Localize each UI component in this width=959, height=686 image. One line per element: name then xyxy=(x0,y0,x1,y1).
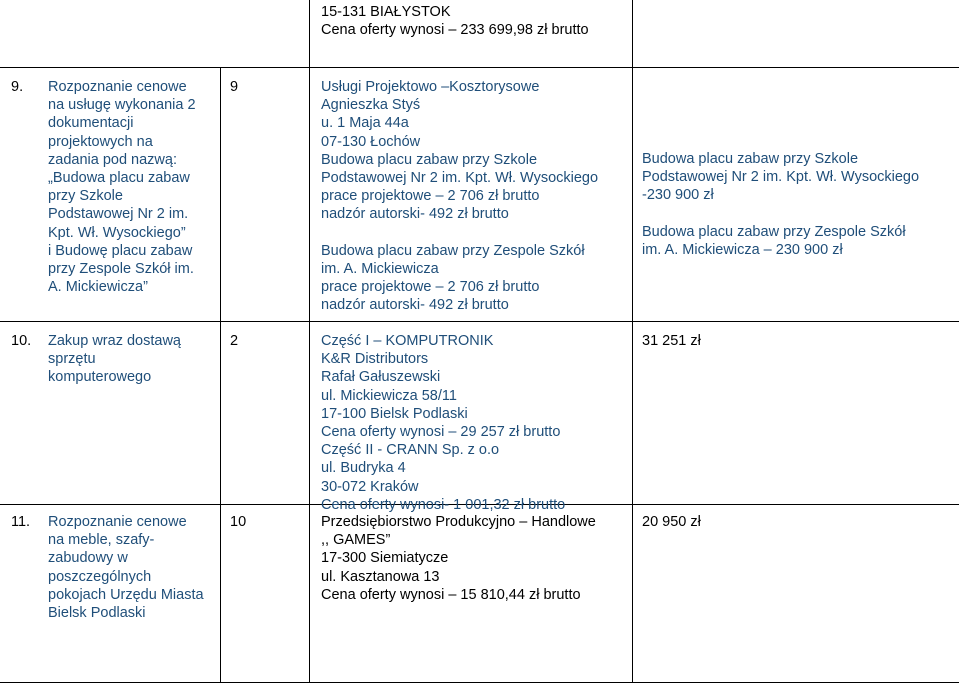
row-10-offer-count: 2 xyxy=(230,333,239,349)
row-11-offers: Przedsiębiorstwo Produkcyjno – Handlowe ,, GAMES” 17-300 Siemiatycze ul. Kasztanowa 13 Cena oferty wynosi – 15 810,44 zł brutto xyxy=(321,514,596,603)
row-9-number: 9. xyxy=(11,79,24,95)
top-section-left-border xyxy=(309,0,310,68)
table-top-border xyxy=(0,67,959,68)
row-10-number: 10. xyxy=(11,333,32,349)
row-separator-1 xyxy=(0,321,959,322)
column-divider-2 xyxy=(309,67,310,683)
column-divider-3 xyxy=(632,67,633,683)
row-9-amount: Budowa placu zabaw przy Szkole Podstawowej Nr 2 im. Kpt. Wł. Wysockiego -230 900 zł Budowa placu zabaw przy Zespole Szkół im. A. Mickiewicza – 230 900 zł xyxy=(642,151,920,258)
top-offer-block xyxy=(321,3,589,39)
column-divider-1 xyxy=(220,67,221,683)
row-10-subject: Zakup wraz dostawą sprzętu komputerowego xyxy=(48,333,181,386)
row-10-offers: Część I – KOMPUTRONIK K&R Distributors Rafał Gałuszewski ul. Mickiewicza 58/11 17-100 Bielsk Podlaski Cena oferty wynosi – 29 257 zł brutto Część II - CRANN Sp. z o.o ul. Budryka 4 30-072 Kraków Cena oferty wynosi- 1 001,32 zł brutto xyxy=(321,333,566,513)
top-city: 15-131 BIAŁYSTOK xyxy=(321,4,451,20)
top-offer-price: Cena oferty wynosi – 233 699,98 zł brutto xyxy=(321,22,589,39)
row-11-offer-count: 10 xyxy=(230,514,247,530)
table-bottom-border xyxy=(0,682,959,683)
row-11-number: 11. xyxy=(11,514,31,530)
row-9-offer-count: 9 xyxy=(230,79,239,95)
top-section-right-border xyxy=(632,0,633,68)
row-11-subject: Rozpoznanie cenowe na meble, szafy- zabudowy w poszczególnych pokojach Urzędu Miasta Bielsk Podlaski xyxy=(48,514,204,622)
row-9-offers: Usługi Projektowo –Kosztorysowe Agnieszka Styś u. 1 Maja 44a 07-130 Łochów Budowa placu zabaw przy Szkole Podstawowej Nr 2 im. Kpt. Wł. Wysockiego prace projektowe – 2 706 zł brutto nadzór autorski- 492 zł brutto Budowa placu zabaw przy Zespole Szkół im. A. Mickiewicza prace projektowe – 2 706 zł brutto nadzór autorski- 492 zł brutto xyxy=(321,79,599,314)
row-11-amount: 20 950 zł xyxy=(642,514,701,530)
row-9-subject: Rozpoznanie cenowe na usługę wykonania 2 dokumentacji projektowych na zadania pod nazwą: „Budowa placu zabaw przy Szkole Podstawowej Nr 2 im. Kpt. Wł. Wysockiego” i Budowę placu zabaw przy Zespole Szkół im. A. Mickiewicza” xyxy=(48,79,196,296)
row-10-amount: 31 251 zł xyxy=(642,333,701,349)
